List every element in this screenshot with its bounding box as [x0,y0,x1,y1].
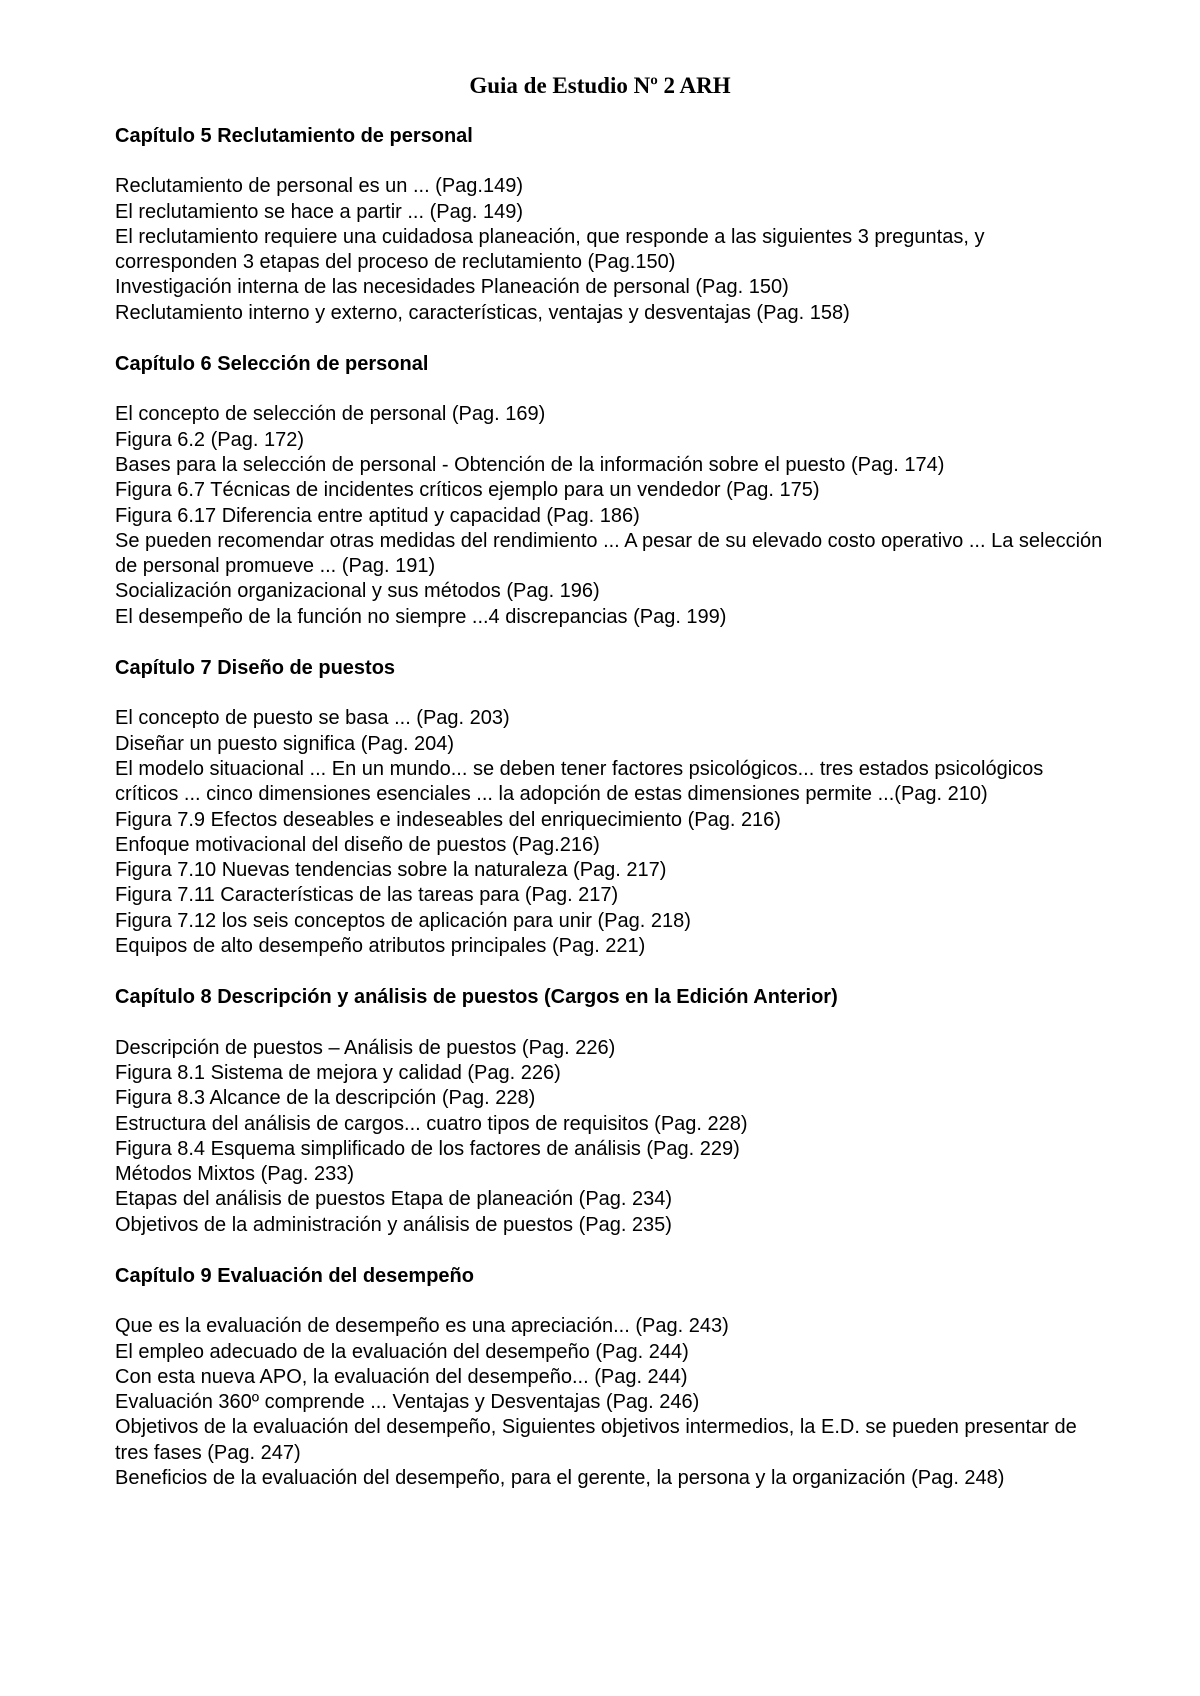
topic-item: Figura 6.2 (Pag. 172) [115,428,304,451]
topic-item: Enfoque motivacional del diseño de puestos (Pag.216) [115,833,600,856]
topic-item: Investigación interna de las necesidades Planeación de personal (Pag. 150) [115,276,789,299]
chapter-section [115,1264,1105,1491]
topic-item: Diseñar un puesto significa (Pag. 204) [115,732,455,755]
topic-item: Figura 6.7 Técnicas de incidentes críticos ejemplo para un vendedor (Pag. 175) [115,479,820,502]
topic-item: Figura 7.12 los seis conceptos de aplicación para unir (Pag. 218) [115,909,691,932]
chapter-heading: Capítulo 7 Diseño de puestos [115,657,396,680]
topic-item: El modelo situacional ... En un mundo... se deben tener factores psicológicos... tres estados psicológicos críticos ... cinco dimensiones esenciales ... la adopción de estas dimensiones permite ...(Pag. 210) [115,757,1044,806]
topic-item: Figura 8.1 Sistema de mejora y calidad (Pag. 226) [115,1061,561,1084]
chapter-section [115,352,1105,630]
topic-item: Equipos de alto desempeño atributos principales (Pag. 221) [115,935,646,958]
topic-item: Bases para la selección de personal - Obtención de la información sobre el puesto (Pag. 174) [115,453,945,476]
topic-item: Se pueden recomendar otras medidas del rendimiento ... A pesar de su elevado costo operativo ... La selección de personal promueve ... (Pag. 191) [115,529,1103,578]
topic-item: El reclutamiento se hace a partir ... (Pag. 149) [115,200,523,223]
topic-item: Reclutamiento de personal es un ... (Pag.149) [115,175,524,198]
topic-list [115,1314,1105,1491]
topic-item: El reclutamiento requiere una cuidadosa planeación, que responde a las siguientes 3 preguntas, y corresponden 3 etapas del proceso de reclutamiento (Pag.150) [115,225,985,274]
topic-item: Descripción de puestos – Análisis de puestos (Pag. 226) [115,1036,616,1059]
topic-item: Beneficios de la evaluación del desempeño, para el gerente, la persona y la organización (Pag. 248) [115,1467,1005,1490]
topic-list [115,706,1105,959]
topic-item: Etapas del análisis de puestos Etapa de planeación (Pag. 234) [115,1188,673,1211]
chapter-heading: Capítulo 8 Descripción y análisis de puestos (Cargos en la Edición Anterior) [115,986,838,1009]
topic-item: Objetivos de la administración y análisis de puestos (Pag. 235) [115,1213,672,1236]
topic-item: Figura 8.3 Alcance de la descripción (Pag. 228) [115,1087,536,1110]
topic-item: Reclutamiento interno y externo, características, ventajas y desventajas (Pag. 158) [115,301,850,324]
topic-item: El desempeño de la función no siempre ...4 discrepancias (Pag. 199) [115,605,727,628]
topic-item: Métodos Mixtos (Pag. 233) [115,1163,354,1186]
topic-item: Figura 7.11 Características de las tareas para (Pag. 217) [115,884,619,907]
document-title: Guia de Estudio Nº 2 ARH [469,73,731,98]
topic-item: Socialización organizacional y sus métodos (Pag. 196) [115,580,600,603]
topic-list [115,174,1105,326]
document-body [115,124,1105,1517]
topic-item: Figura 8.4 Esquema simplificado de los factores de análisis (Pag. 229) [115,1137,740,1160]
chapter-section [115,124,1105,326]
topic-item: Figura 7.10 Nuevas tendencias sobre la naturaleza (Pag. 217) [115,859,667,882]
topic-item: El concepto de puesto se basa ... (Pag. 203) [115,707,510,730]
chapter-section [115,656,1105,959]
topic-item: Evaluación 360º comprende ... Ventajas y Desventajas (Pag. 246) [115,1391,700,1414]
chapter-section [115,985,1105,1238]
topic-item: Figura 7.9 Efectos deseables e indeseables del enriquecimiento (Pag. 216) [115,808,781,831]
topic-item: Que es la evaluación de desempeño es una apreciación... (Pag. 243) [115,1315,729,1338]
topic-item: Estructura del análisis de cargos... cuatro tipos de requisitos (Pag. 228) [115,1112,748,1135]
chapter-heading: Capítulo 6 Selección de personal [115,353,429,376]
topic-list [115,1036,1105,1238]
topic-item: Con esta nueva APO, la evaluación del desempeño... (Pag. 244) [115,1365,688,1388]
topic-item: Figura 6.17 Diferencia entre aptitud y capacidad (Pag. 186) [115,504,640,527]
chapter-heading: Capítulo 5 Reclutamiento de personal [115,125,473,147]
topic-item: Objetivos de la evaluación del desempeño, Siguientes objetivos intermedios, la E.D. se pueden presentar de tres fases (Pag. 247) [115,1416,1077,1464]
topic-list [115,402,1105,630]
chapter-heading: Capítulo 9 Evaluación del desempeño [115,1264,474,1287]
topic-item: El empleo adecuado de la evaluación del desempeño (Pag. 244) [115,1340,689,1363]
topic-item: El concepto de selección de personal (Pag. 169) [115,403,546,426]
